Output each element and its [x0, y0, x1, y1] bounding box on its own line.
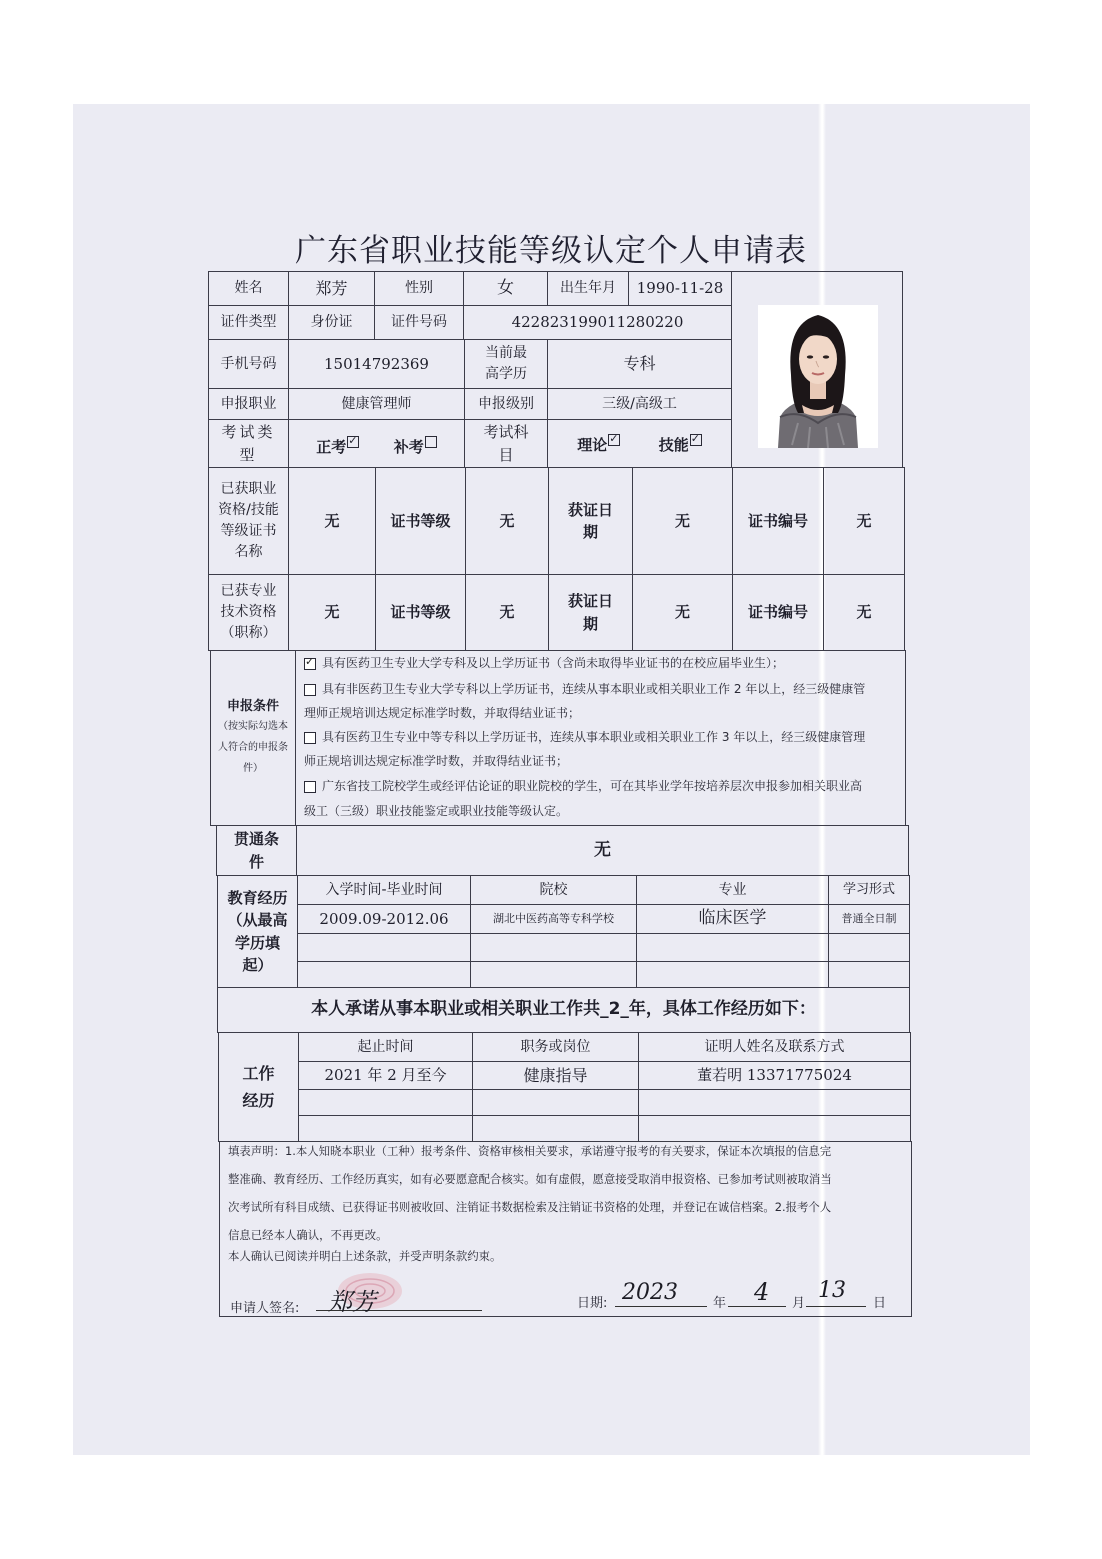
- id-no-value: 422823199011280220: [463, 305, 732, 340]
- work-row-1-reference: 董若明 13371775024: [638, 1061, 911, 1090]
- exam-type-options: [288, 419, 465, 468]
- edu-row-1-major: 临床医学: [636, 904, 829, 934]
- checkbox-empty-icon[interactable]: [304, 732, 316, 744]
- work-header-reference: 证明人姓名及联系方式: [638, 1032, 911, 1062]
- day-line: [806, 1306, 866, 1307]
- edu-row-1-period: 2009.09-2012.06: [297, 904, 471, 934]
- work-label: 工作经历: [218, 1032, 299, 1142]
- qual-2-date: 无: [632, 574, 733, 651]
- qual-2-no: 无: [823, 574, 905, 651]
- conditions-label: 申报条件: [226, 698, 279, 714]
- checkbox-checked-icon[interactable]: [347, 436, 359, 448]
- qual-1-grade: 无: [465, 467, 549, 575]
- education-label: 教育经历（从最高学历填起）: [217, 875, 298, 988]
- qual-1-no-label: 证书编号: [732, 467, 824, 575]
- edu-header-form: 学习形式: [828, 875, 910, 905]
- exam-subject-theory[interactable]: 理论✓: [577, 434, 620, 457]
- work-row-2-reference: [638, 1089, 911, 1116]
- condition-2-cont: 理师正规培训达规定标准学时数，并取得结业证书；: [304, 706, 581, 720]
- phone-value: 15014792369: [288, 339, 465, 389]
- through-label: 贯通条件: [216, 825, 297, 876]
- qual-2-no-label: 证书编号: [732, 574, 824, 651]
- qual-2-value: 无: [288, 574, 376, 651]
- checkbox-checked-icon[interactable]: [304, 658, 316, 670]
- birth-label: 出生年月: [547, 271, 629, 306]
- exam-subject-label: 考试科目: [464, 419, 548, 468]
- edu-row-2-major: [636, 933, 829, 962]
- work-header-position: 职务或岗位: [472, 1032, 639, 1062]
- job-label: 申报职业: [208, 388, 289, 420]
- applicant-photo: [758, 305, 878, 448]
- exam-subject-options: [547, 419, 732, 468]
- edu-row-3-school: [470, 961, 637, 988]
- day-handwritten: 13: [818, 1278, 846, 1303]
- month-unit: 月: [792, 1296, 806, 1311]
- qual-1-label: 已获职业资格/技能等级证书名称: [208, 467, 289, 575]
- qual-2-label: 已获专业技术资格（职称）: [208, 574, 289, 651]
- job-value: 健康管理师: [288, 388, 465, 420]
- declaration-line-3: 次考试所有科目成绩、已获得证书则被收回、注销证书数据检索及注销证书资格的处理，并登记在诚信档案。2.报考个人: [228, 1200, 832, 1214]
- exam-type-label: 考试类型: [208, 419, 289, 468]
- edu-row-3-major: [636, 961, 829, 988]
- work-header-period: 起止时间: [298, 1032, 473, 1062]
- level-label: 申报级别: [464, 388, 548, 420]
- exam-type-makeup[interactable]: 补考: [394, 436, 437, 459]
- checkbox-empty-icon[interactable]: [304, 684, 316, 696]
- condition-1[interactable]: ✓具有医药卫生专业大学专科及以上学历证书（含尚未取得毕业证书的在校应届毕业生）；: [304, 654, 784, 671]
- month-line: [728, 1306, 786, 1307]
- declaration-line-5: 本人确认已阅读并明白上述条款，并受声明条款约束。: [228, 1249, 502, 1263]
- exam-type-regular[interactable]: 正考✓: [316, 436, 359, 459]
- qual-1-date: 无: [632, 467, 733, 575]
- qual-1-value: 无: [288, 467, 376, 575]
- condition-4[interactable]: 广东省技工院校学生或经评估论证的职业院校的学生，可在其毕业学年按培养层次申报参加相关职业高: [304, 777, 862, 794]
- through-value: 无: [296, 825, 909, 876]
- qual-2-grade-label: 证书等级: [375, 574, 466, 651]
- qual-1-grade-label: 证书等级: [375, 467, 466, 575]
- work-row-2-period: [298, 1089, 473, 1116]
- level-value: 三级/高级工: [547, 388, 732, 420]
- edu-header-school: 院校: [470, 875, 637, 905]
- edu-row-2-school: [470, 933, 637, 962]
- exam-subject-skill[interactable]: 技能✓: [659, 434, 702, 457]
- work-row-3-reference: [638, 1115, 911, 1142]
- gender-label: 性别: [374, 271, 464, 306]
- checkbox-checked-icon[interactable]: [608, 434, 620, 446]
- edu-row-3-period: [297, 961, 471, 988]
- declaration-line-1: 填表声明：1.本人知晓本职业（工种）报考条件、资格审核相关要求，承诺遵守报考的有关要求，保证本次填报的信息完: [228, 1144, 832, 1158]
- work-row-3-position: [472, 1115, 639, 1142]
- qual-1-date-label: 获证日期: [548, 467, 633, 575]
- checkbox-empty-icon[interactable]: [425, 436, 437, 448]
- edu-row-3-form: [828, 961, 910, 988]
- edu-row-2-form: [828, 933, 910, 962]
- form-title: 广东省职业技能等级认定个人申请表: [295, 233, 807, 269]
- year-line: [615, 1306, 707, 1307]
- gender-value: 女: [463, 271, 548, 306]
- work-row-1-position: 健康指导: [472, 1061, 639, 1090]
- date-label: 日期:: [577, 1296, 608, 1311]
- birth-value: 1990-11-28: [628, 271, 732, 306]
- id-type-label: 证件类型: [208, 305, 289, 340]
- id-no-label: 证件号码: [374, 305, 464, 340]
- edu-row-1-form: 普通全日制: [828, 904, 910, 934]
- condition-3[interactable]: 具有医药卫生专业中等专科以上学历证书，连续从事本职业或相关职业工作 3 年以上，经三级健康管理: [304, 728, 865, 745]
- checkbox-empty-icon[interactable]: [304, 781, 316, 793]
- year-unit: 年: [713, 1296, 727, 1311]
- edu-label: 当前最高学历: [464, 339, 548, 389]
- edu-value: 专科: [547, 339, 732, 389]
- qual-2-grade: 无: [465, 574, 549, 651]
- id-type-value: 身份证: [288, 305, 375, 340]
- month-handwritten: 4: [754, 1278, 770, 1306]
- conditions-label-cell: [210, 650, 296, 826]
- condition-2[interactable]: 具有非医药卫生专业大学专科以上学历证书，连续从事本职业或相关职业工作 2 年以上，经三级健康管: [304, 680, 865, 697]
- condition-3-cont: 师正规培训达规定标准学时数，并取得结业证书；: [304, 754, 569, 768]
- conditions-note: （按实际勾选本人符合的申报条件）: [218, 721, 288, 775]
- name-label: 姓名: [208, 271, 289, 306]
- edu-row-2-period: [297, 933, 471, 962]
- work-row-2-position: [472, 1089, 639, 1116]
- day-unit: 日: [873, 1296, 887, 1311]
- edu-header-period: 入学时间-毕业时间: [297, 875, 471, 905]
- qual-2-date-label: 获证日期: [548, 574, 633, 651]
- declaration-line-4: 信息已经本人确认，不再更改。: [228, 1228, 388, 1242]
- qual-1-no: 无: [823, 467, 905, 575]
- edu-row-1-school: 湖北中医药高等专科学校: [470, 904, 637, 934]
- work-pledge: 本人承诺从事本职业或相关职业工作共_2_年，具体工作经历如下：: [217, 987, 910, 1033]
- work-row-3-period: [298, 1115, 473, 1142]
- work-row-1-period: 2021 年 2 月至今: [298, 1061, 473, 1090]
- edu-header-major: 专业: [636, 875, 829, 905]
- phone-label: 手机号码: [208, 339, 289, 389]
- checkbox-checked-icon[interactable]: [690, 434, 702, 446]
- declaration-line-2: 整准确、教育经历、工作经历真实，如有必要愿意配合核实。如有虚假，愿意接受取消申报资格、已参加考试则被取消当: [228, 1172, 832, 1186]
- condition-4-cont: 级工（三级）职业技能鉴定或职业技能等级认定。: [304, 804, 569, 818]
- year-handwritten: 2023: [622, 1280, 678, 1305]
- signature-handwritten: 郑芳: [328, 1288, 376, 1316]
- signature-label: 申请人签名:: [230, 1301, 300, 1316]
- name-value: 郑芳: [288, 271, 375, 306]
